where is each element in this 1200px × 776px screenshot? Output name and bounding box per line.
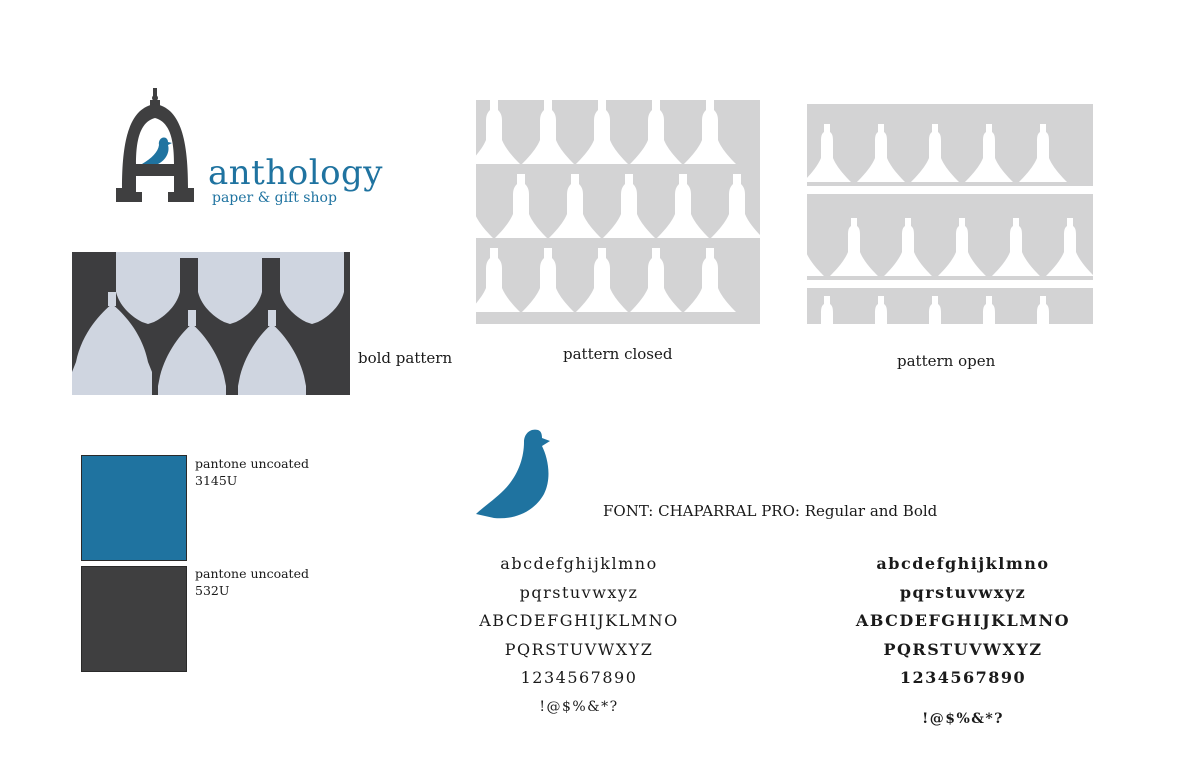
bell-arch-with-bird-icon: [108, 88, 218, 208]
logo-wordmark: anthology: [208, 153, 384, 193]
specimen-line-symbols: !@$%&*?: [922, 710, 1004, 727]
open-pattern-swatch: [807, 100, 1093, 324]
font-title: FONT: CHAPARRAL PRO: Regular and Bold: [603, 502, 938, 520]
pantone-532u-swatch: [81, 566, 187, 672]
font-specimen-regular: [462, 550, 696, 721]
specimen-line-lowercase-2: pqrstuvwxyz: [519, 582, 639, 602]
pantone-3145u-swatch: [81, 455, 187, 561]
specimen-line-lowercase-1: abcdefghijklmno: [876, 554, 1050, 573]
closed-pattern-caption: pattern closed: [563, 345, 673, 363]
swatch-label-line1: pantone uncoated: [195, 456, 309, 471]
bold-bell-pattern: [72, 252, 350, 395]
pantone-3145u-label: [195, 455, 309, 489]
bird-mark: [474, 428, 554, 520]
bird-icon: [474, 428, 554, 520]
specimen-line-uppercase-2: PQRSTUVWXYZ: [883, 639, 1043, 659]
bold-pattern-caption: bold pattern: [358, 349, 453, 367]
open-bell-pattern: [807, 100, 1093, 324]
font-specimen-bold: [846, 550, 1080, 733]
specimen-line-symbols: !@$%&*?: [539, 698, 619, 715]
specimen-line-numbers: 1234567890: [899, 668, 1027, 687]
swatch-label-code: 532U: [195, 583, 230, 598]
specimen-line-numbers: 1234567890: [520, 668, 638, 687]
specimen-line-lowercase-2: pqrstuvwxyz: [899, 582, 1027, 602]
swatch-label-code: 3145U: [195, 473, 238, 488]
specimen-line-uppercase-2: PQRSTUVWXYZ: [504, 639, 654, 659]
pantone-532u-label: [195, 565, 309, 599]
closed-bell-pattern: [476, 96, 760, 324]
open-pattern-caption: pattern open: [897, 352, 996, 370]
specimen-line-uppercase-1: ABCDEFGHIJKLMNO: [479, 611, 679, 630]
swatch-label-line1: pantone uncoated: [195, 566, 309, 581]
specimen-line-lowercase-1: abcdefghijklmno: [500, 554, 658, 573]
bold-pattern-swatch: [72, 252, 350, 395]
closed-pattern-swatch: [476, 96, 760, 324]
logo-tagline: paper & gift shop: [212, 190, 337, 206]
specimen-line-uppercase-1: ABCDEFGHIJKLMNO: [855, 611, 1071, 630]
